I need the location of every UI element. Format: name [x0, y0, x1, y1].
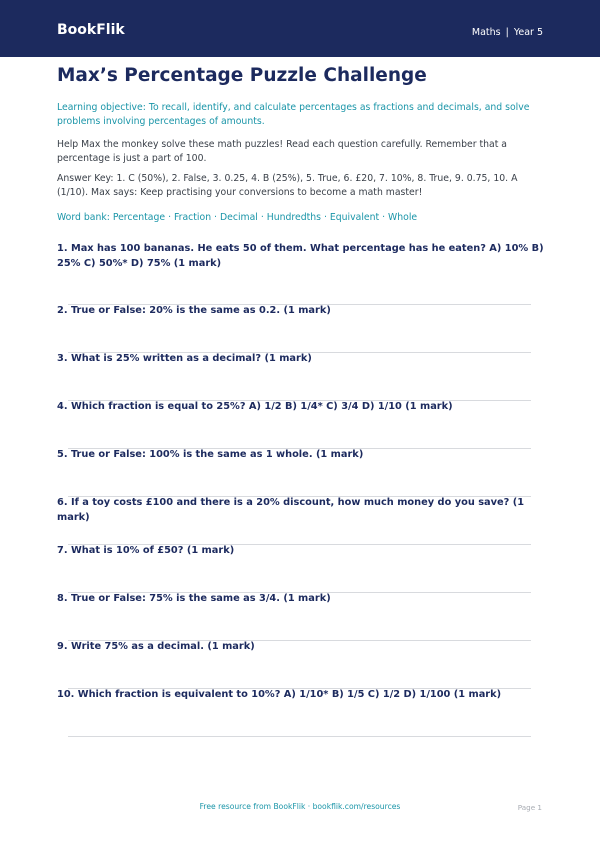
question-9: 9. Write 75% as a decimal. (1 mark)	[57, 641, 255, 652]
question-7: 7. What is 10% of £50? (1 mark)	[57, 545, 235, 556]
page-number: Page 1	[517, 803, 542, 812]
page-title: Max’s Percentage Puzzle Challenge	[57, 65, 427, 86]
question-6: 6. If a toy costs £100 and there is a 20% discount, how much money do you save? (1 mark)	[57, 497, 525, 523]
year-label: Year 5	[513, 27, 543, 38]
word-bank: Word bank: Percentage · Fraction · Decimal · Hundredths · Equivalent · Whole	[57, 212, 418, 223]
separator: |	[505, 27, 509, 38]
question-2: 2. True or False: 20% is the same as 0.2. (1 mark)	[57, 305, 331, 316]
answer-line-10	[68, 736, 531, 737]
question-8: 8. True or False: 75% is the same as 3/4. (1 mark)	[57, 593, 331, 604]
subject-label: Maths	[471, 27, 501, 38]
question-1: 1. Max has 100 bananas. He eats 50 of them. What percentage has he eaten? A) 10% B) 25% C) 50%* D) 75% (1 mark)	[57, 243, 544, 269]
subject-year	[472, 27, 543, 38]
question-5: 5. True or False: 100% is the same as 1 whole. (1 mark)	[57, 449, 364, 460]
brand-logo[interactable]: BookFlik	[57, 22, 125, 38]
learning-objective: Learning objective: To recall, identify, and calculate percentages as fractions and decimals, and solve problems involving percentages of amounts.	[57, 102, 530, 127]
header-bar	[0, 0, 600, 57]
answer-key: Answer Key: 1. C (50%), 2. False, 3. 0.25, 4. B (25%), 5. True, 6. £20, 7. 10%, 8. True, 9. 0.75, 10. A (1/10). Max says: Keep practising your conversions to become a math master!	[57, 173, 518, 198]
question-10: 10. Which fraction is equivalent to 10%? A) 1/10* B) 1/5 C) 1/2 D) 1/100 (1 mark)	[57, 689, 502, 700]
footer-link[interactable]: Free resource from BookFlik · bookflik.com/resources	[199, 802, 401, 811]
question-4: 4. Which fraction is equal to 25%? A) 1/2 B) 1/4* C) 3/4 D) 1/10 (1 mark)	[57, 401, 453, 412]
intro-text: Help Max the monkey solve these math puzzles! Read each question carefully. Remember that a percentage is just a part of 100.	[57, 139, 507, 164]
question-3: 3. What is 25% written as a decimal? (1 mark)	[57, 353, 312, 364]
